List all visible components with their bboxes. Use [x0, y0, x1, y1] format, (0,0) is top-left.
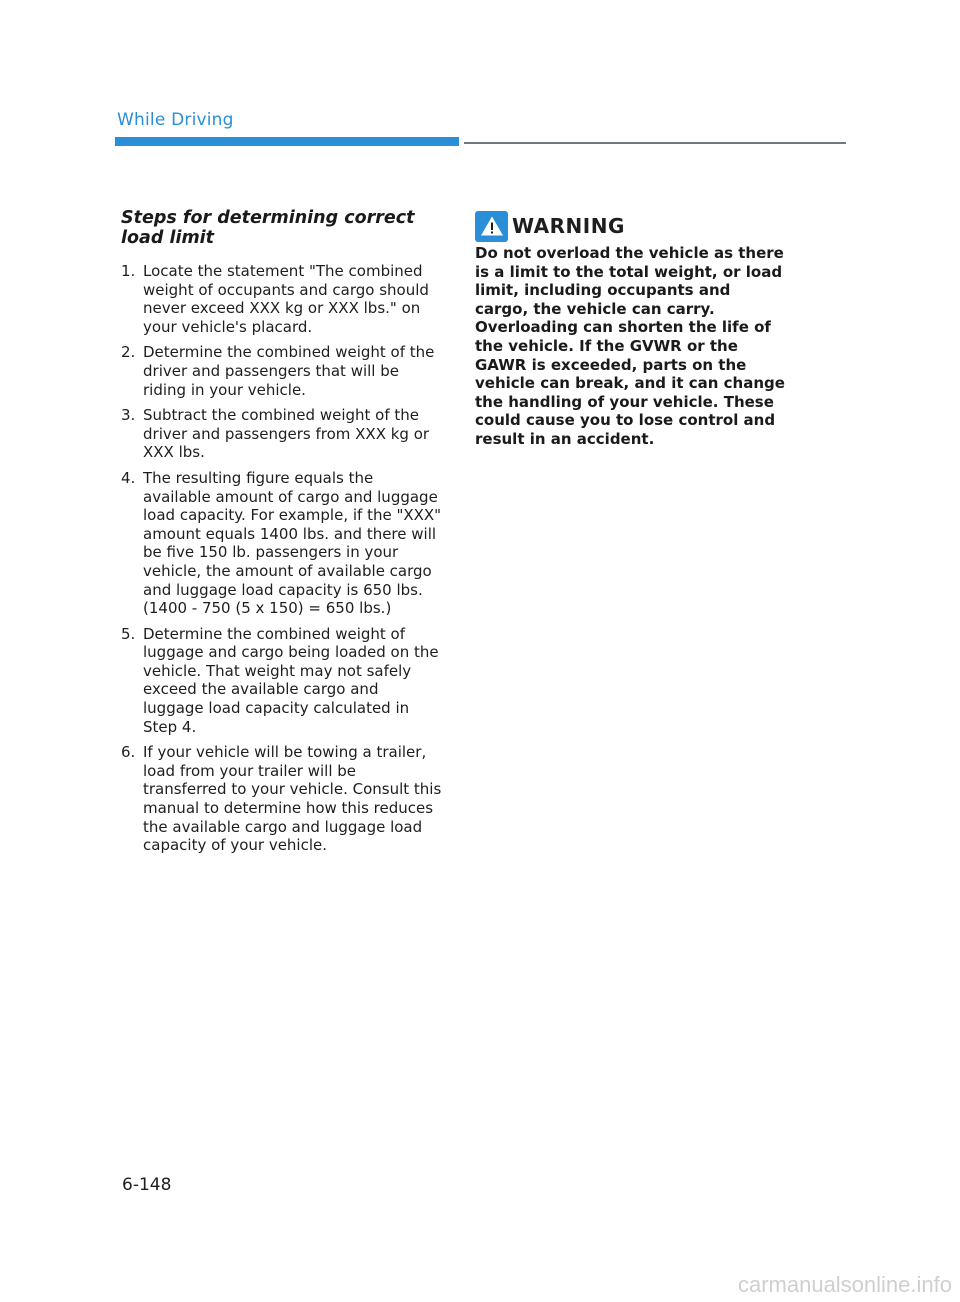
header-rule: [464, 142, 846, 144]
header-accent-bar: [115, 137, 459, 146]
warning-block: [475, 210, 785, 449]
page-number: 6-148: [122, 1175, 172, 1195]
step-number: 4.: [121, 468, 136, 487]
list-item: [121, 625, 443, 737]
step-number: 1.: [121, 262, 136, 280]
section-title: While Driving: [117, 110, 234, 130]
step-number: 6.: [121, 743, 136, 762]
list-item: [121, 743, 443, 855]
load-limit-steps-column: [121, 208, 443, 862]
steps-subheading: Steps for determining correct load limit: [121, 208, 415, 248]
warning-title: WARNING: [512, 214, 625, 238]
step-text: The resulting figure equals the available amount of cargo and luggage load capacity. For example, if the "XXX" amount equals 1400 lbs. and there will be five 150 lb. passengers in your vehicle, the amount of available cargo and luggage load capacity is 650 lbs. (1400 - 750 (5 x 150) = 650 lbs.): [143, 468, 442, 618]
list-item: [121, 262, 443, 336]
step-text: Determine the combined weight of luggage and cargo being loaded on the vehicle. That weight may not safely exceed the available cargo and luggage load capacity calculated in Step 4.: [143, 624, 439, 736]
step-text: Locate the statement "The combined weight of occupants and cargo should never exceed XXX kg or XXX lbs." on your vehicle's placard.: [143, 262, 429, 336]
step-text: Subtract the combined weight of the driver and passengers from XXX kg or XXX lbs.: [143, 406, 430, 462]
steps-list: [121, 262, 443, 855]
step-number: 5.: [121, 624, 136, 643]
list-item: [121, 406, 443, 462]
warning-body: Do not overload the vehicle as there is a limit to the total weight, or load limit, including occupants and cargo, the vehicle can carry. Overloading can shorten the life of the vehicle. If the GVWR or the GAWR is exceeded, parts on the vehicle can break, and it can change the handling of your vehicle. These could cause you to lose control and result in an accident.: [475, 244, 785, 448]
step-text: If your vehicle will be towing a trailer, load from your trailer will be transferred to your vehicle. Consult this manual to determine how this reduces the available cargo and luggage load capacity of your vehicle.: [143, 743, 442, 855]
warning-triangle-icon: [475, 211, 508, 242]
list-item: [121, 343, 443, 399]
watermark: carmanualsonline.info: [737, 1272, 952, 1297]
warning-header: [475, 210, 785, 242]
list-item: [121, 469, 443, 618]
step-text: Determine the combined weight of the driver and passengers that will be riding in your vehicle.: [143, 343, 435, 399]
step-number: 2.: [121, 343, 136, 362]
step-number: 3.: [121, 406, 136, 425]
